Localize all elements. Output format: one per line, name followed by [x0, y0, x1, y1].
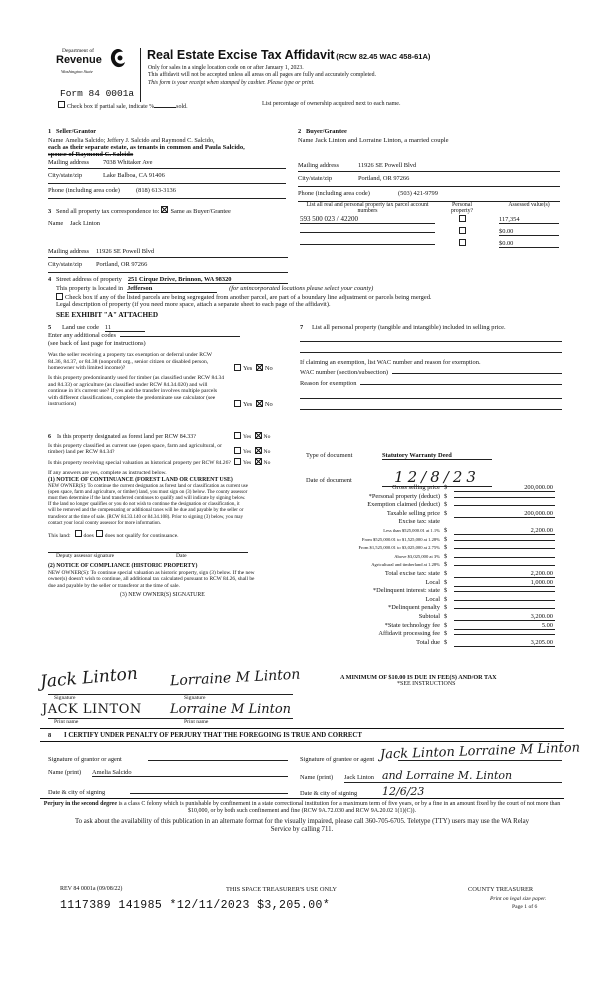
- total-value[interactable]: 1,000.00: [454, 579, 555, 587]
- parcel-col-header: List all real and personal property tax parcel account numbers: [306, 202, 429, 214]
- partial-sale-suffix: sold.: [176, 104, 188, 110]
- q2-yes-checkbox[interactable]: [234, 400, 241, 407]
- county-treasurer-label: COUNTY TREASURER: [468, 886, 534, 893]
- county-note: (for unincorporated locations please select your county): [229, 285, 374, 292]
- tax-row-label: Taxable selling price: [386, 509, 440, 517]
- note-line: This affidavit will not be accepted unless all areas on all pages are fully and accurately completed.: [148, 72, 376, 79]
- seller-section: [48, 128, 286, 199]
- total-row: [300, 587, 555, 596]
- owner-signature-2[interactable]: Lorraine M Linton: [169, 666, 301, 690]
- currency-symbol: $: [444, 484, 448, 491]
- dept-line1: Department of: [62, 48, 94, 54]
- bracket-value[interactable]: [454, 557, 555, 558]
- reason-field-line[interactable]: [300, 399, 562, 410]
- date-city-label: Date & city of signing: [48, 789, 106, 796]
- reason-field[interactable]: [360, 384, 562, 385]
- historic-question: Is this property receiving special valuation as historical property per RCW 84.26?: [48, 459, 231, 466]
- forest-yes-checkbox[interactable]: [234, 432, 241, 439]
- new-owner-sig-label: (3) NEW OWNER(S) SIGNATURE: [120, 591, 205, 598]
- wac-field[interactable]: [392, 373, 562, 374]
- grantee-sig-label: Signature of grantee or agent: [300, 756, 375, 763]
- personal-property-checkbox[interactable]: [459, 227, 466, 234]
- see-instructions: *SEE INSTRUCTIONS: [397, 681, 456, 687]
- bracket-label: Above $3,025,000 at 3%: [394, 553, 440, 559]
- currency-symbol: $: [444, 630, 448, 638]
- section7-num: 7: [300, 324, 304, 331]
- no-label: No: [263, 434, 271, 440]
- deputy-date-label: Date: [176, 552, 187, 559]
- total-label: *State technology fee: [384, 621, 440, 629]
- bracket-value[interactable]: 2,200.00: [454, 527, 555, 535]
- segregated-checkbox[interactable]: [56, 293, 63, 300]
- seller-num: 1: [48, 128, 52, 135]
- currency-symbol: $: [444, 569, 448, 577]
- currency-symbol: $: [444, 587, 448, 595]
- q2-no-checkbox[interactable]: [256, 400, 263, 407]
- current-use-no-checkbox[interactable]: [255, 447, 262, 454]
- seller-name-label: Name: [48, 137, 64, 144]
- buyer-city[interactable]: Portland, OR 97266: [358, 175, 410, 182]
- bracket-label: From $525,000.01 to $1,525,000 at 1.28%: [361, 536, 440, 542]
- form-number: Form 84 0001a: [60, 88, 135, 99]
- total-row: [300, 570, 555, 579]
- historic-yes-checkbox[interactable]: [234, 458, 241, 465]
- tax-row-value[interactable]: 200,000.00: [454, 510, 555, 518]
- deputy-sig-label: Deputy assessor signature: [56, 552, 115, 559]
- parcel-row: [300, 239, 562, 251]
- header-divider: [140, 48, 141, 102]
- correspondence-section: [48, 206, 288, 273]
- buyer-mailing-label: Mailing address: [298, 162, 339, 169]
- owner-signature-1[interactable]: Jack Linton: [39, 663, 139, 693]
- partial-sale-checkbox[interactable]: [58, 101, 65, 108]
- notice1-title: (1) NOTICE OF CONTINUANCE (FOREST LAND OR CURRENT USE): [48, 476, 233, 483]
- section3-city-label: City/state/zip: [48, 261, 83, 268]
- total-value[interactable]: 5.00: [454, 622, 555, 630]
- bracket-value[interactable]: [454, 540, 555, 541]
- tax-row: [300, 493, 555, 502]
- currency-symbol: $: [444, 552, 448, 560]
- forest-land-section: [48, 432, 293, 598]
- land-use-label: Land use code: [62, 324, 99, 331]
- historic-no-checkbox[interactable]: [255, 458, 262, 465]
- total-label: Local: [425, 578, 440, 586]
- bracket-row: [300, 527, 555, 536]
- currency-symbol: $: [444, 561, 448, 569]
- currency-symbol: $: [444, 595, 448, 603]
- does-not-checkbox[interactable]: [96, 530, 103, 537]
- county-prefix: This property is located in: [56, 285, 124, 292]
- parcel-number[interactable]: [300, 232, 435, 233]
- no-label: No: [264, 364, 273, 372]
- timber-question: Is this property predominantly used for timber (as classified under RCW 84.34 and 84.33) or agriculture (as classified under RCW 84.34.020) and will continue in it's current use? If yes and the transfer involves multiple parcels with different classifications, complete the predominate use calculator (see instructions): [48, 375, 225, 408]
- grantee-name-hand[interactable]: and Lorraine M. Linton: [382, 769, 513, 782]
- grantee-name-typed[interactable]: Jack Linton: [344, 774, 374, 781]
- currency-symbol: $: [444, 638, 448, 646]
- minimum-note: A MINIMUM OF $10.00 IS DUE IN FEE(S) AND/OR TAX: [340, 674, 497, 681]
- notice1-text: NEW OWNER(S): To continue the current designation as forest land or classification as current use (open space, farm and agriculture, or timber) land, you must sign on (3) below. The county assessor must then determine if the land transferred continues to qualify and will indicate by signing below. If the land no longer qualifies or you do not wish to continue the designation or classification, it will be removed and the compensating or additional taxes will be due and payable by the seller or transferor at the time of sale. (RCW 84.33.140 or 84.34.108). Prior to signing (3) below, you may contact your local county assessor for more information.: [48, 483, 248, 526]
- does-label: does: [83, 532, 94, 539]
- seller-phone-label: Phone (including area code): [48, 187, 120, 194]
- owner-print-name-1[interactable]: JACK LINTON: [42, 702, 142, 717]
- forest-no-checkbox[interactable]: [255, 432, 262, 439]
- seller-name-line2[interactable]: each as their separate estate, as tenants in common and Paula Salcido,: [48, 144, 245, 151]
- seller-heading: Seller/Grantor: [56, 128, 97, 135]
- personal-col-header: Personal property?: [450, 202, 474, 214]
- section3-city[interactable]: Portland, OR 97266: [96, 261, 148, 268]
- buyer-section: [298, 128, 560, 202]
- treasurer-use-label: THIS SPACE TREASURER'S USE ONLY: [226, 886, 337, 893]
- personal-property-line[interactable]: [300, 331, 562, 342]
- currency-symbol: $: [444, 578, 448, 586]
- personal-property-checkbox[interactable]: [459, 239, 466, 246]
- segregated-note: Check box if any of the listed parcels are being segregated from another parcel, are part of a boundary line adjustment or parcels being merged.: [65, 294, 432, 301]
- name-print-label: Name (print): [300, 774, 334, 781]
- currency-symbol: $: [444, 501, 448, 509]
- excise-heading-row: [300, 518, 555, 527]
- perjury-notice: [40, 798, 564, 835]
- bracket-label: Agricultural and timberland at 1.28%: [371, 562, 440, 568]
- total-label: Affidavit processing fee: [378, 630, 440, 638]
- seller-mailing[interactable]: 7038 Whitaker Ave: [103, 159, 153, 166]
- total-value[interactable]: [454, 608, 555, 609]
- note-line: Only for sales in a single location code on or after January 1, 2023.: [148, 65, 304, 71]
- current-use-yes-checkbox[interactable]: [234, 447, 241, 454]
- buyer-city-label: City/state/zip: [298, 175, 333, 182]
- section3-num: 3: [48, 208, 52, 215]
- notice2-text: NEW OWNER(S): To continue special valuation as historic property, sign (3) below. If the new owner(s) doesn't wish to continue, all additional tax calculated pursuant to RCW 84.26, shall be due and payable by the seller or transferor at the time of sale.: [48, 569, 255, 589]
- date-city-label: Date & city of signing: [300, 790, 358, 797]
- exhibit-text[interactable]: SEE EXHIBIT "A" ATTACHED: [56, 311, 159, 319]
- parcel-table: [300, 202, 562, 251]
- total-label: Local: [425, 595, 440, 603]
- wac-label: WAC number (section/subsection): [300, 368, 389, 376]
- tax-row: [300, 510, 555, 519]
- current-use-question: Is this property classified as current use (open space, farm and agricultural, or timber) land per RCW 84.34?: [48, 442, 222, 456]
- section6-num: 6: [48, 434, 51, 440]
- additional-codes-label: Enter any additional codes: [48, 332, 116, 340]
- grantor-date-city[interactable]: [130, 785, 288, 794]
- same-as-buyer-checkbox[interactable]: [161, 206, 168, 213]
- receipt-stamp: 1117389 141985 *12/11/2023 $3,205.00*: [60, 899, 331, 912]
- total-row: [300, 639, 555, 648]
- currency-symbol: $: [444, 621, 448, 629]
- ownership-note: List percentage of ownership acquired next to each name.: [262, 101, 401, 107]
- tax-row-label: Gross selling price: [392, 484, 440, 491]
- currency-symbol: $: [444, 544, 448, 552]
- signature-label: Signature: [184, 695, 206, 701]
- total-value[interactable]: [454, 591, 555, 592]
- bracket-row: [300, 536, 555, 545]
- does-not-label: does not qualify for continuance.: [104, 532, 179, 539]
- parcel-number[interactable]: [300, 244, 435, 245]
- tax-row: [300, 484, 555, 493]
- dept-line2: Revenue: [56, 54, 102, 66]
- total-label: Subtotal: [418, 612, 440, 620]
- wac-note: If claiming an exemption, list WAC number and reason for exemption.: [300, 359, 481, 367]
- notice2-title: (2) NOTICE OF COMPLIANCE (HISTORIC PROPERTY): [48, 563, 198, 570]
- bracket-label: Less than $525,000.01 at 1.1%: [383, 527, 440, 533]
- same-as-buyer-label: Same as Buyer/Grantee: [170, 208, 231, 215]
- currency-symbol: $: [444, 492, 448, 500]
- land-use-section: [48, 324, 288, 408]
- total-row: [300, 579, 555, 588]
- assessed-value[interactable]: 117,354: [499, 216, 559, 224]
- tax-row: [300, 501, 555, 510]
- tax-row-value[interactable]: [454, 505, 555, 506]
- section3-label: Send all property tax correspondence to:: [56, 208, 160, 215]
- grantor-name-row: [48, 769, 288, 777]
- dor-swirl-icon: [107, 48, 127, 70]
- partial-sale-label: Check box if partial sale, indicate %: [67, 104, 155, 110]
- grantee-name-row: [300, 769, 562, 783]
- perjury-bold: Perjury in the second degree: [43, 801, 117, 807]
- legal-note: Legal description of property (if you need more space, attach a separate sheet to each page of the affidavit).: [56, 301, 331, 308]
- grantee-date-row: [300, 785, 562, 799]
- note-line: This form is your receipt when stamped by cashier. Please type or print.: [148, 79, 315, 86]
- page-title: [147, 48, 430, 62]
- partial-sale: [56, 101, 188, 110]
- parcel-row: [300, 227, 562, 239]
- total-value[interactable]: 2,200.00: [454, 570, 555, 578]
- assessed-value[interactable]: $0.00: [499, 240, 559, 248]
- additional-codes-field[interactable]: [120, 336, 240, 337]
- county-select[interactable]: Jefferson: [127, 285, 217, 293]
- signature-label: Signature: [54, 695, 76, 701]
- seller-name-line3[interactable]: spouse of Raymond C. Salcido: [48, 151, 134, 158]
- seller-name-line1[interactable]: Amelia Salcido; Jeffery J. Salcido and Raymond C. Salcido,: [65, 137, 215, 144]
- availability-note: To ask about the availability of this publication in an alternate format for the visually impaired, please call 360-705-6705. Teletype (TTY) users may use the WA Relay Service by calling 711.: [74, 817, 530, 834]
- bracket-value[interactable]: [454, 565, 555, 566]
- total-value[interactable]: [454, 634, 555, 635]
- doc-type-label: Type of document: [306, 452, 353, 459]
- this-land-label: This land:: [48, 532, 71, 539]
- grantee-signature[interactable]: Jack Linton Lorraine M Linton: [379, 740, 581, 763]
- property-street[interactable]: 251 Cirque Drive, Brinnon, WA 98320: [128, 276, 288, 284]
- tax-row-label: *Personal property (deduct): [368, 492, 440, 500]
- if-yes-note: If any answers are yes, complete as instructed below.: [48, 470, 167, 477]
- bracket-row: [300, 544, 555, 553]
- land-use-code[interactable]: 11: [105, 324, 145, 332]
- section8-num: 8: [48, 731, 52, 739]
- legal-paper-note: Print on legal size paper.: [490, 896, 547, 902]
- grantor-signature-row: [48, 752, 288, 763]
- seller-city[interactable]: Lake Balboa, CA 91406: [103, 172, 165, 179]
- tax-row-label: Exemption claimed (deduct): [367, 501, 440, 509]
- header-notes: [148, 65, 376, 87]
- section4-num: 4: [48, 276, 52, 283]
- currency-symbol: $: [444, 526, 448, 534]
- currency-symbol: $: [444, 612, 448, 620]
- no-label: No: [263, 459, 271, 466]
- name-print-label: Name (print): [48, 769, 82, 776]
- doc-date-label: Date of document: [306, 477, 352, 484]
- q1-no-checkbox[interactable]: [256, 364, 263, 371]
- personal-property-line[interactable]: [300, 342, 562, 353]
- total-row: [300, 613, 555, 622]
- total-value[interactable]: 3,200.00: [454, 613, 555, 621]
- yes-label: Yes: [243, 459, 252, 466]
- yes-label: Yes: [243, 364, 253, 372]
- certification-bar: [40, 728, 564, 742]
- assessed-col-header: Assessed value(s): [508, 202, 550, 208]
- print-name-label: Print name: [184, 719, 209, 725]
- partial-sale-percent-field[interactable]: [154, 107, 176, 108]
- title-text: Real Estate Excise Tax Affidavit: [147, 48, 335, 62]
- bracket-row: [300, 561, 555, 570]
- parcel-number[interactable]: 593 500 023 / 42200: [300, 215, 435, 224]
- page-number: Page 1 of 6: [512, 904, 538, 910]
- personal-property-section: [300, 324, 562, 410]
- no-label: No: [263, 449, 271, 456]
- total-label: *Delinquent penalty: [388, 604, 440, 612]
- total-row: [300, 596, 555, 605]
- personal-property-checkbox[interactable]: [459, 215, 466, 222]
- buyer-name[interactable]: Jack Linton and Lorraine Linton, a married couple: [315, 137, 449, 144]
- street-label: Street address of property: [56, 276, 122, 283]
- total-value[interactable]: [454, 600, 555, 601]
- buyer-num: 2: [298, 128, 302, 135]
- parcel-row: [300, 215, 562, 227]
- section7-text: List all personal property (tangible and intangible) included in selling price.: [312, 324, 506, 331]
- grantor-sig-label: Signature of grantor or agent: [48, 756, 122, 763]
- dept-line3: Washington State: [61, 69, 93, 74]
- seller-phone[interactable]: (818) 613-3136: [136, 187, 176, 194]
- seller-mailing-label: Mailing address: [48, 159, 89, 166]
- buyer-name-label: Name: [298, 137, 314, 144]
- total-label: Total excise tax: state: [384, 569, 440, 577]
- grantee-date-city[interactable]: 12/6/23: [382, 785, 562, 799]
- buyer-phone[interactable]: (503) 421-9799: [398, 190, 438, 197]
- tax-row-value[interactable]: 200,000.00: [454, 484, 555, 492]
- section3-name-label: Name: [48, 220, 64, 227]
- excise-heading: Excise tax: state: [398, 518, 440, 526]
- total-row: [300, 604, 555, 613]
- total-label: *Delinquent interest: state: [372, 587, 440, 595]
- doc-date[interactable]: 12/8/23: [382, 468, 492, 487]
- no-label: No: [264, 400, 273, 408]
- total-row: [300, 630, 555, 639]
- total-label: Total due: [416, 638, 440, 646]
- does-checkbox[interactable]: [75, 530, 82, 537]
- section5-num: 5: [48, 324, 52, 331]
- currency-symbol: $: [444, 535, 448, 543]
- buyer-mailing[interactable]: 11926 SE Powell Blvd: [358, 162, 417, 169]
- section3-mailing[interactable]: 11926 SE Powell Blvd: [96, 248, 155, 255]
- doc-type[interactable]: Statutory Warranty Deed: [382, 452, 492, 460]
- perjury-text: is a class C felony which is punishable by confinement in a state correctional institution for a maximum term of five years, or by a fine in an amount fixed by the court of not more than $10,000, or by both such confinement and fine (RCW 9A.72.030 and RCW 9A.20.02 1(1)(C)).: [118, 801, 561, 815]
- currency-symbol: $: [444, 509, 448, 517]
- property-section: [48, 276, 563, 319]
- yes-label: Yes: [243, 449, 252, 456]
- exemption-question: Was the seller receiving a property tax exemption or deferral under RCW 84.36, 84.37, or 84.38 (nonprofit org., senior citizen or disabled person, homeowner with limited income)?: [48, 352, 212, 372]
- yes-label: Yes: [243, 434, 252, 440]
- buyer-heading: Buyer/Grantee: [306, 128, 347, 135]
- grantor-date-row: [48, 785, 288, 796]
- forest-question: Is this property designated as forest land per RCW 84.33?: [57, 434, 196, 440]
- title-ref: (RCW 82.45 WAC 458-61A): [336, 52, 431, 61]
- form-revision: REV 84 0001a (09/08/22): [60, 886, 123, 892]
- bracket-value[interactable]: [454, 548, 555, 549]
- tax-calculation: [300, 484, 555, 647]
- certify-text: I CERTIFY UNDER PENALTY OF PERJURY THAT THE FOREGOING IS TRUE AND CORRECT: [64, 731, 362, 739]
- total-row: [300, 622, 555, 631]
- total-value[interactable]: 3,205.00: [454, 639, 555, 647]
- currency-symbol: $: [444, 604, 448, 612]
- q1-yes-checkbox[interactable]: [234, 364, 241, 371]
- grantor-signature[interactable]: [148, 752, 288, 761]
- print-name-label: Print name: [54, 719, 79, 725]
- yes-label: Yes: [243, 400, 253, 408]
- tax-row-value[interactable]: [454, 497, 555, 498]
- bracket-label: From $1,525,000.01 to $3,025,000 at 2.75%: [358, 545, 440, 551]
- section3-mailing-label: Mailing address: [48, 248, 89, 255]
- bracket-row: [300, 553, 555, 562]
- doc-type-row: [306, 452, 562, 460]
- owner-print-name-2[interactable]: Lorraine M Linton: [170, 702, 292, 717]
- grantor-name[interactable]: Amelia Salcido: [92, 769, 288, 777]
- assessed-value[interactable]: $0.00: [499, 228, 559, 236]
- seller-city-label: City/state/zip: [48, 172, 83, 179]
- reason-label: Reason for exemption: [300, 380, 357, 388]
- reason-field-line[interactable]: [300, 388, 562, 399]
- see-back-note: (see back of last page for instructions): [48, 339, 146, 347]
- section3-name[interactable]: Jack Linton: [70, 220, 100, 227]
- buyer-phone-label: Phone (including area code): [298, 190, 370, 197]
